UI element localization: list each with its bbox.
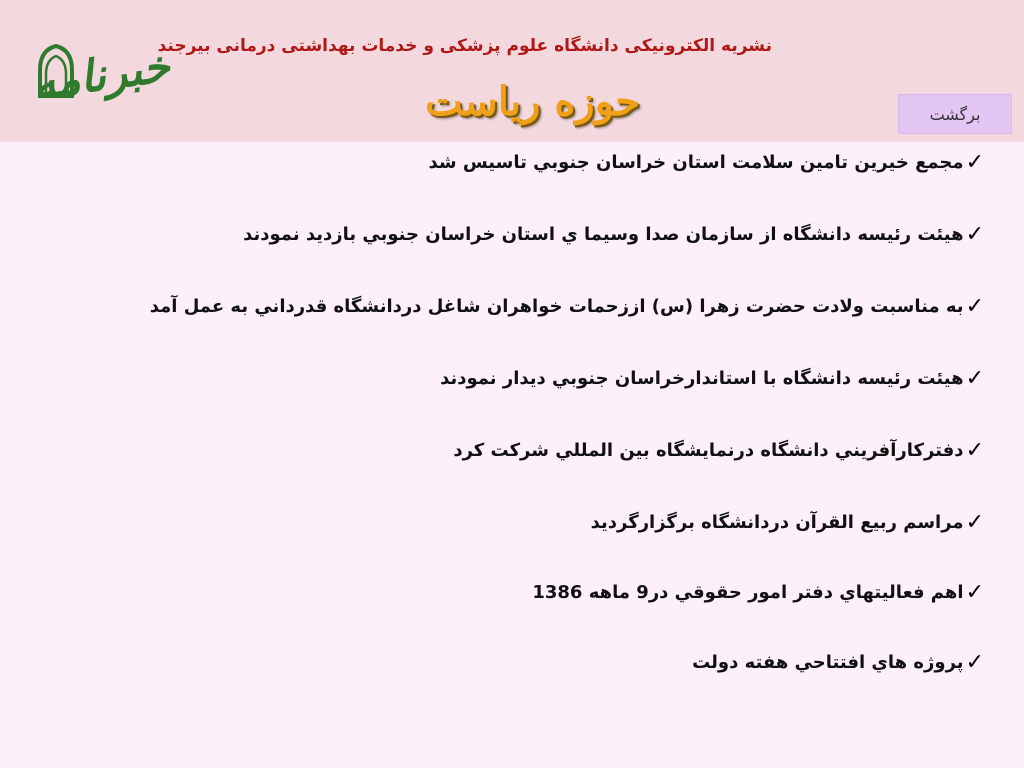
check-icon: ✓ [965,221,984,247]
news-item[interactable] [243,214,984,254]
header-bar [0,0,1024,142]
news-item-text[interactable]: اهم فعاليتهاي دفتر امور حقوقي در9 ماهه 1386 [532,581,964,603]
news-item-text[interactable]: مراسم ربيع القرآن دردانشگاه برگزارگرديد [590,511,964,533]
news-item[interactable] [440,358,984,398]
news-item-text[interactable]: هيئت رئيسه دانشگاه با استاندارخراسان جنوبي ديدار نمودند [440,367,964,389]
check-icon: ✓ [965,149,984,175]
check-icon: ✓ [965,579,984,605]
check-icon: ✓ [965,649,984,675]
news-item-text[interactable]: هيئت رئيسه دانشگاه از سازمان صدا وسيما ي استان خراسان جنوبي بازديد نمودند [243,223,964,245]
newsletter-logo [29,28,174,123]
news-item[interactable] [453,430,984,470]
news-item[interactable] [150,286,984,326]
check-icon: ✓ [965,509,984,535]
news-item[interactable] [591,502,984,542]
check-icon: ✓ [965,365,984,391]
news-item-text[interactable]: دفتركارآفريني دانشگاه درنمايشگاه بين المللي شركت كرد [453,439,964,461]
newsletter-subtitle: نشریه الکترونیکی دانشگاه علوم پزشکی و خدمات بهداشتی درمانی بیرجند [157,36,772,56]
news-item-text[interactable]: به مناسبت ولادت حضرت زهرا (س) اززحمات خواهران شاغل دردانشگاه قدرداني به عمل آمد [149,295,964,317]
check-icon: ✓ [965,437,984,463]
logo-text: خبرنامه [29,40,174,111]
news-item[interactable] [692,642,984,682]
page-title: حوزه رياست [424,78,640,125]
news-item-text[interactable]: مجمع خيرين تامين سلامت استان خراسان جنوبي تاسيس شد [428,151,964,173]
news-item[interactable] [429,142,985,182]
news-item-text[interactable]: پروژه هاي افتتاحي هفته دولت [692,651,964,673]
news-item[interactable] [532,572,984,612]
check-icon: ✓ [965,293,984,319]
back-button[interactable]: برگشت [898,94,1012,134]
